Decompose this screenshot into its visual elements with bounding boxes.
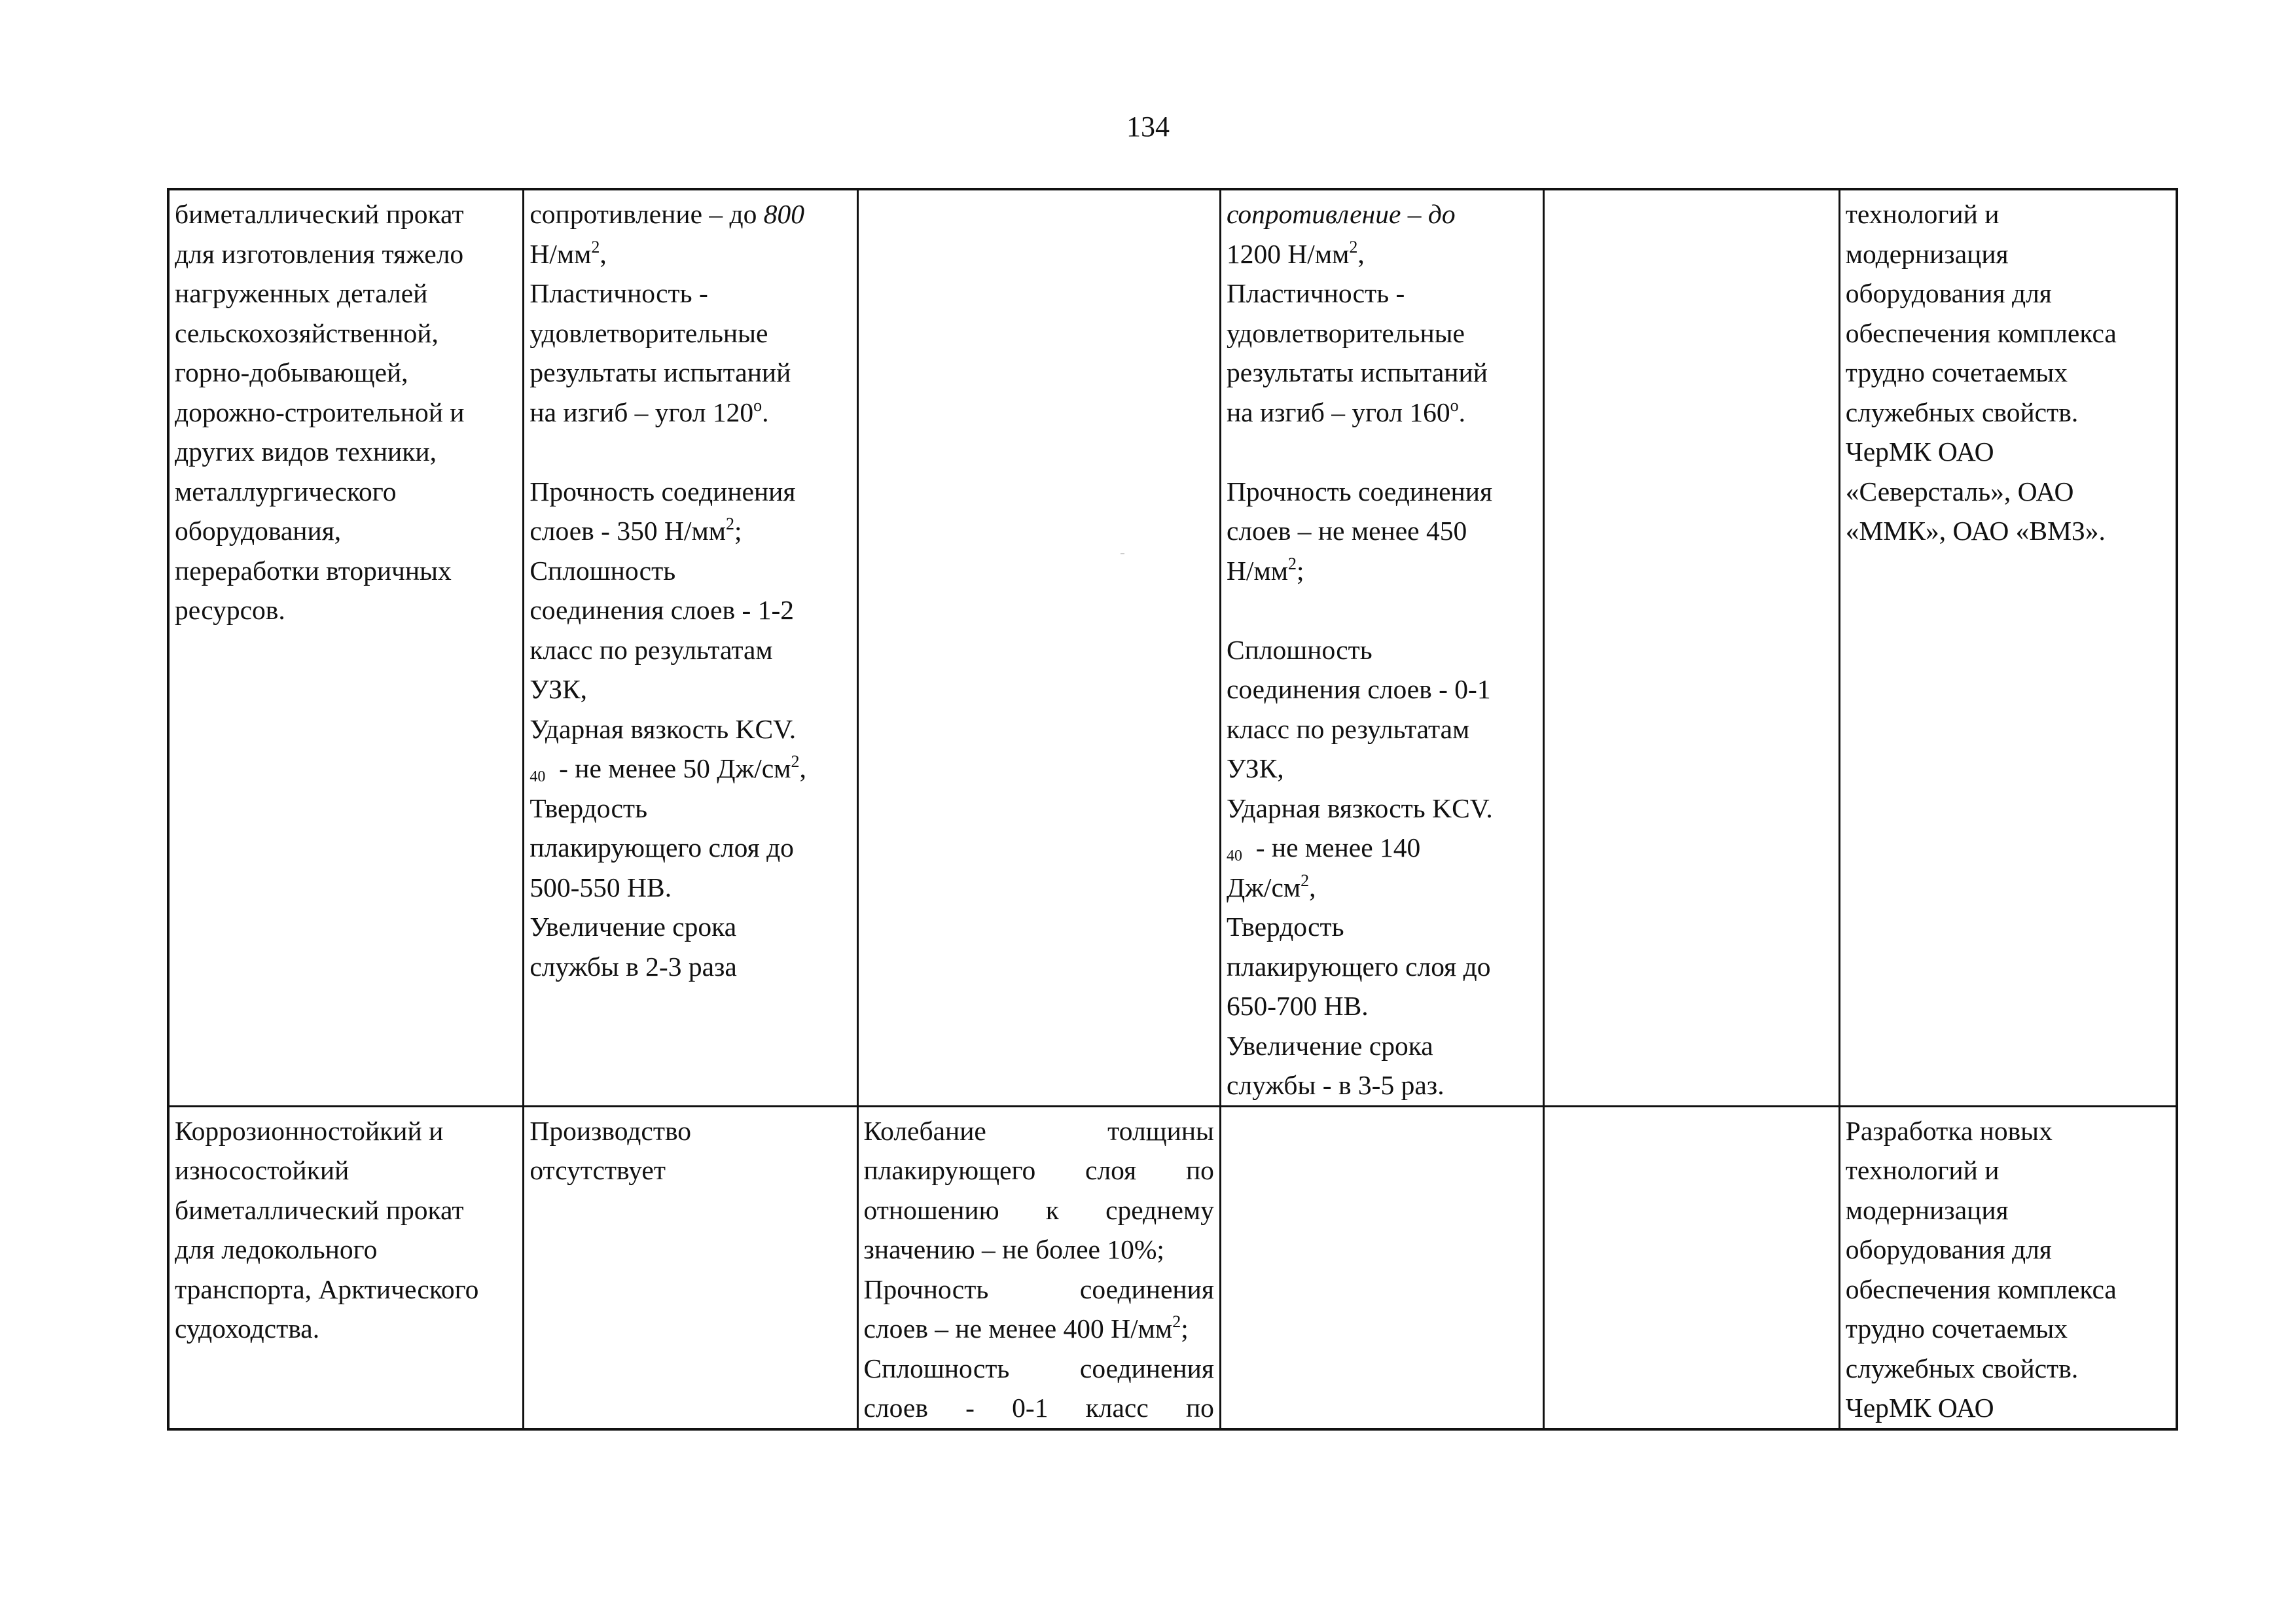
text-fragment: 800 [763,199,805,229]
text-line: транспорта, Арктического [175,1274,479,1304]
text-line: Твердость [1226,912,1344,942]
text-fragment: соединения [1079,1353,1214,1383]
text-fragment: ; [1296,555,1304,586]
text-fragment: отношению [863,1194,999,1225]
superscript: 2 [591,237,600,257]
text-line: Сплошность [529,555,676,586]
scan-speck [1121,553,1124,554]
text-line: Разработка новых [1845,1115,2053,1146]
text-line: технологий и [1845,199,2000,229]
text-line [1227,828,1537,868]
text-fragment: . [762,397,769,427]
text-fragment: , [1357,238,1365,269]
superscript: 2 [791,752,800,771]
table-row [168,1106,2177,1429]
text-fragment: толщины [1107,1115,1214,1146]
text-fragment: соединения [1079,1274,1214,1304]
text-line: других видов техники, [175,437,437,467]
text-line: сельскохозяйственной, [175,317,439,348]
subscript: 40 [529,768,546,785]
target-level-cell [1220,189,1543,1106]
superscript: 2 [1349,237,1358,257]
text-line: Сплошность [1226,634,1372,665]
text-line [864,1270,1214,1310]
text-fragment: Н/мм [1226,555,1288,586]
current-level-cell [524,189,857,1106]
text-fragment: , [1309,872,1316,902]
text-line: оборудования для [1845,1234,2052,1264]
text-line: отсутствует [529,1155,666,1185]
text-line: сопротивление – до [1226,199,1456,229]
text-line: биметаллический прокат [175,199,464,229]
text-line [529,234,851,274]
text-line: трудно сочетаемых [1845,1313,2068,1344]
text-line: удовлетворительные [1226,317,1465,348]
text-fragment: слоев - 350 Н/мм [529,516,726,546]
text-line [1227,393,1537,433]
text-fragment: 0-1 [1012,1393,1049,1423]
text-line [1227,868,1537,908]
text-line: Увеличение срока [529,912,737,942]
text-line [864,1388,1214,1428]
text-fragment: , [799,753,806,783]
text-fragment: по [1185,1155,1214,1185]
text-line: УЗК, [529,674,588,704]
superscript: o [753,395,762,415]
text-fragment: - [965,1393,975,1423]
text-line [529,194,851,234]
text-line: ЧерМК ОАО [1845,437,1994,467]
superscript: 2 [1300,870,1310,890]
text-fragment: - не менее 50 Дж/см [545,753,791,783]
superscript: o [1450,395,1459,415]
text-line: Коррозионностойкий и [175,1115,444,1146]
text-line: значению – не более 10%; [863,1234,1164,1264]
text-line [864,1190,1214,1230]
text-fragment: Н/мм [529,238,592,269]
text-line: Пластичность - [1226,278,1405,308]
text-fragment: . [1458,397,1466,427]
text-line: службы - в 3-5 раз. [1226,1070,1444,1100]
text-line: класс по результатам [1226,713,1470,744]
product-description-cell [168,1106,524,1429]
text-line [1227,551,1537,591]
text-line: металлургического [175,476,397,507]
text-line: Твердость [529,793,647,823]
text-fragment: Колебание [863,1115,986,1146]
text-line: служебных свойств. [1845,1353,2079,1383]
text-line: УЗК, [1226,753,1284,783]
text-fragment: среднему [1105,1194,1214,1225]
text-line: Прочность соединения [1226,476,1493,507]
text-line: обеспечения комплекса [1845,317,2117,348]
text-line: Прочность соединения [529,476,796,507]
text-fragment: по [1185,1393,1214,1423]
text-fragment: 1200 Н/мм [1226,238,1350,269]
text-line [864,1349,1214,1389]
text-fragment: ; [1181,1313,1189,1344]
measures-cell [1839,189,2177,1106]
text-line: оборудования для [1845,278,2052,308]
text-fragment: - не менее 140 [1242,832,1421,863]
current-level-cell [524,1106,857,1429]
text-fragment: слоев [863,1393,928,1423]
text-line: дорожно-строительной и [175,397,465,427]
text-line: класс по результатам [529,634,773,665]
text-line: модернизация [1845,1194,2009,1225]
text-line: плакирующего слоя до [1226,951,1491,982]
text-line: Пластичность - [529,278,708,308]
text-line: горно-добывающей, [175,357,408,387]
text-line: судоходства. [175,1313,320,1344]
text-line: переработки вторичных [175,555,452,586]
subscript: 40 [1226,847,1242,865]
empty-cell [1543,189,1839,1106]
superscript: 2 [1172,1312,1181,1331]
text-line: служебных свойств. [1845,397,2079,427]
text-line: «ММК», ОАО «ВМЗ». [1845,516,2106,546]
text-line [529,511,851,551]
text-line: модернизация [1845,238,2009,269]
text-line: слоев – не менее 450 [1226,516,1467,546]
superscript: 2 [1287,554,1297,573]
text-line: соединения слоев - 0-1 [1226,674,1491,704]
text-line: результаты испытаний [1226,357,1488,387]
text-fragment: ; [734,516,742,546]
text-line [864,1309,1214,1349]
page-number: 134 [1126,111,1170,143]
text-fragment: класс [1085,1393,1149,1423]
measures-cell [1839,1106,2177,1429]
text-line: технологий и [1845,1155,2000,1185]
text-line: обеспечения комплекса [1845,1274,2117,1304]
text-line: ЧерМК ОАО [1845,1393,1994,1423]
text-line [529,749,851,789]
text-line: для ледокольного [175,1234,378,1264]
text-line [1227,234,1537,274]
text-fragment: сопротивление – до [529,199,764,229]
text-fragment: слоя [1085,1155,1137,1185]
text-fragment: Сплошность [863,1353,1010,1383]
empty-cell [857,189,1220,1106]
text-fragment: , [600,238,607,269]
product-description-cell [168,189,524,1106]
text-fragment: на изгиб – угол 160 [1226,397,1450,427]
text-line: Ударная вязкость KCV. [1226,793,1493,823]
text-line [864,1150,1214,1190]
text-line: износостойкий [175,1155,350,1185]
text-line: «Северсталь», ОАО [1845,476,2074,507]
text-line: ресурсов. [175,595,285,625]
text-line: 650-700 НВ. [1226,991,1369,1021]
text-fragment: плакирующего [863,1155,1036,1185]
text-line: Производство [529,1115,692,1146]
text-fragment: Дж/см [1226,872,1301,902]
table-row [168,189,2177,1106]
text-line: удовлетворительные [529,317,768,348]
text-line: Ударная вязкость KCV. [529,713,797,744]
text-line: 500-550 НВ. [529,872,672,902]
text-line: плакирующего слоя до [529,832,794,863]
text-line: биметаллический прокат [175,1194,464,1225]
text-line: результаты испытаний [529,357,791,387]
empty-cell [1543,1106,1839,1429]
text-fragment: к [1045,1194,1059,1225]
text-line: Увеличение срока [1226,1030,1433,1061]
text-line [864,1111,1214,1151]
superscript: 2 [725,514,734,533]
text-fragment: на изгиб – угол 120 [529,397,754,427]
text-line: нагруженных деталей [175,278,428,308]
text-line: трудно сочетаемых [1845,357,2068,387]
text-fragment: Прочность [863,1274,989,1304]
text-line: соединения слоев - 1-2 [529,595,795,625]
requirements-cell [857,1106,1220,1429]
specification-table [167,188,2178,1431]
empty-cell [1220,1106,1543,1429]
text-line: оборудования, [175,516,342,546]
text-line [529,393,851,433]
text-fragment: слоев – не менее 400 Н/мм [863,1313,1173,1344]
text-line: службы в 2-3 раза [529,951,737,982]
text-line: для изготовления тяжело [175,238,464,269]
